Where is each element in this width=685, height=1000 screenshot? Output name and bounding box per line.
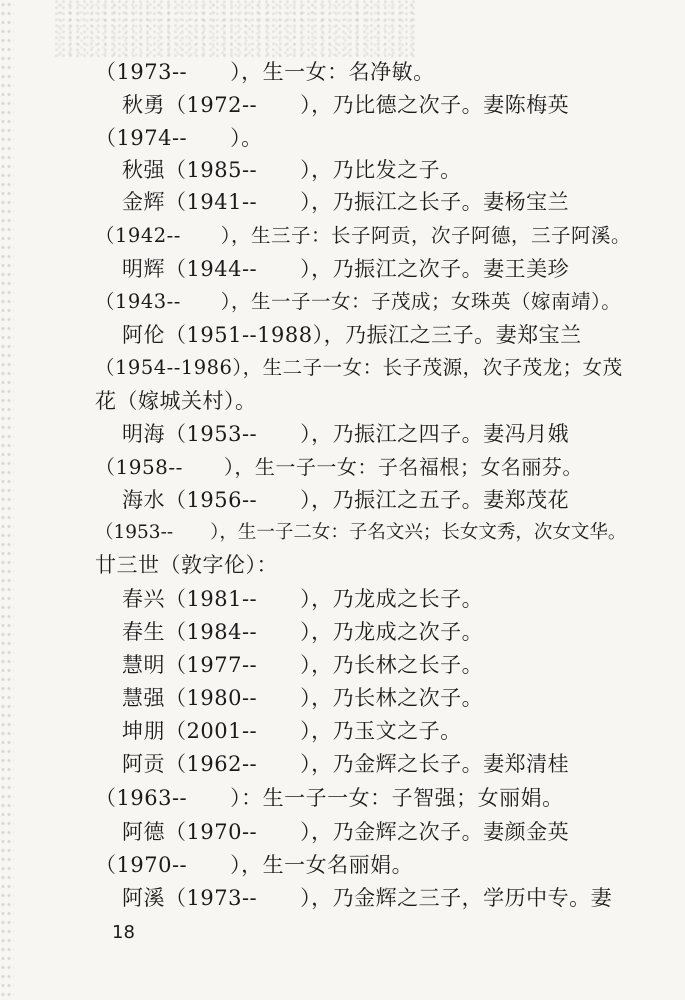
text-line: 海水（1956-- ），乃振江之五子。妻郑茂花 xyxy=(122,488,570,512)
text-line: （1973-- ），生一女：名净敏。 xyxy=(95,60,435,84)
section-heading: 廿三世（敦字伦）： xyxy=(95,553,278,577)
text-line: 花（嫁城关村）。 xyxy=(95,389,257,413)
text-line: 秋勇（1972-- ），乃比德之次子。妻陈梅英 xyxy=(122,93,570,117)
scan-noise-left xyxy=(0,0,14,1000)
text-line: （1943-- ），生一子一女：子茂成；女珠英（嫁南靖）。 xyxy=(95,290,622,313)
text-line: 慧明（1977-- ），乃长林之长子。 xyxy=(122,653,484,677)
text-line: 明海（1953-- ），乃振江之四子。妻冯月娥 xyxy=(122,422,570,446)
text-line: 阿贡（1962-- ），乃金辉之长子。妻郑清桂 xyxy=(122,752,570,776)
text-line: 明辉（1944-- ），乃振江之次子。妻王美珍 xyxy=(122,257,570,281)
text-line: 坤朋（2001-- ），乃玉文之子。 xyxy=(122,719,462,743)
page-number: 18 xyxy=(112,922,135,943)
text-line: 金辉（1941-- ），乃振江之长子。妻杨宝兰 xyxy=(122,190,570,214)
text-line: 阿德（1970-- ），乃金辉之次子。妻颜金英 xyxy=(122,820,570,844)
text-line: （1954--1986），生二子一女：长子茂源，次子茂龙；女茂 xyxy=(95,356,623,379)
text-line: （1974-- ）。 xyxy=(95,126,263,150)
text-line: 阿溪（1973-- ），乃金辉之三子，学历中专。妻 xyxy=(122,886,613,910)
text-line: 春兴（1981-- ），乃龙成之长子。 xyxy=(122,587,484,611)
text-line: 慧强（1980-- ），乃长林之次子。 xyxy=(122,686,484,710)
text-line: （1963-- ）：生一子一女：子智强；女丽娟。 xyxy=(95,786,564,810)
text-line: （1942-- ），生三子：长子阿贡，次子阿德，三子阿溪。 xyxy=(95,224,632,247)
text-line: 阿伦（1951--1988），乃振江之三子。妻郑宝兰 xyxy=(122,323,582,347)
text-line: （1953-- ），生一子二女：子名文兴；长女文秀，次女文华。 xyxy=(95,522,627,543)
text-line: 秋强（1985-- ），乃比发之子。 xyxy=(122,158,462,182)
text-line: 春生（1984-- ），乃龙成之次子。 xyxy=(122,620,484,644)
scan-noise-top xyxy=(55,0,415,58)
text-line: （1958-- ），生一子一女：子名福根；女名丽芬。 xyxy=(95,455,583,479)
text-line: （1970-- ），生一女名丽娟。 xyxy=(95,853,414,877)
